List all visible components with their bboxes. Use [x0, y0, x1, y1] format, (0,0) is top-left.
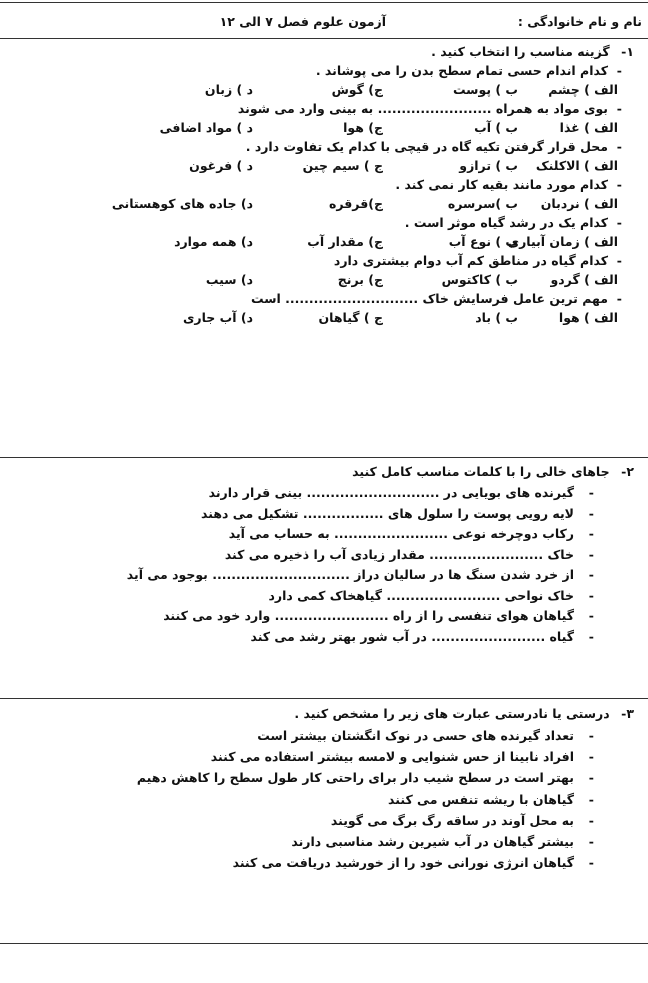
- statement-text: بهتر است در سطح شیب دار برای راحتی کار طول سطح را کاهش دهیم: [136, 770, 574, 786]
- bullet-dash: -: [588, 628, 594, 644]
- option-a[interactable]: الف ) گردو: [550, 272, 618, 287]
- question-text: کدام مورد مانند بقیه کار نمی کند .: [395, 177, 608, 192]
- option-d[interactable]: د) همه موارد: [174, 234, 253, 249]
- blank-item: [0, 504, 648, 525]
- question-options: [0, 118, 648, 137]
- blank-item: [0, 586, 648, 607]
- question-text: کدام اندام حسی تمام سطح بدن را می پوشاند .: [315, 63, 608, 78]
- question-stem: [0, 251, 648, 270]
- option-b[interactable]: ب ) ترازو: [459, 158, 518, 173]
- question-text: کدام گیاه در مناطق کم آب دوام بیشتری دارد: [333, 253, 608, 268]
- bullet-dash: -: [616, 101, 622, 116]
- statement-item: [0, 831, 648, 852]
- blank-item: [0, 606, 648, 627]
- option-c[interactable]: ج) هوا: [343, 120, 383, 135]
- section-number: ۱-: [621, 44, 634, 59]
- section-title-text: گزینه مناسب را انتخاب کنید .: [431, 44, 610, 59]
- question-options: [0, 232, 648, 251]
- question-stem: [0, 99, 648, 118]
- option-b[interactable]: ب ) نوع آب: [448, 234, 518, 249]
- question-stem: [0, 175, 648, 194]
- blank-item: [0, 483, 648, 504]
- statement-item: [0, 852, 648, 873]
- option-b[interactable]: ب ) باد: [475, 310, 518, 325]
- statement-text: گیاهان با ریشه تنفس می کنند: [388, 791, 574, 807]
- question-stem: [0, 289, 648, 308]
- statement-text: گیاهان انرژی نورانی خود را از خورشید دریافت می کنند: [232, 855, 574, 871]
- exam-header: [0, 4, 648, 32]
- section-title-text: جاهای خالی را با کلمات مناسب کامل کنید: [352, 464, 610, 479]
- option-a[interactable]: الف ) نردبان: [540, 196, 618, 211]
- question-text: محل قرار گرفتن تکیه گاه در قیچی با کدام یک تفاوت دارد .: [245, 139, 608, 154]
- bullet-dash: -: [588, 526, 594, 541]
- student-name-label: نام و نام خانوادگی :: [517, 14, 642, 29]
- blank-item-text: گیاهان هوای تنفسی را از راه ........................ وارد خود می کنند: [163, 608, 574, 623]
- question-options: [0, 308, 648, 327]
- bullet-dash: -: [588, 485, 594, 500]
- statement-item: [0, 725, 648, 746]
- question-options: [0, 156, 648, 175]
- bullet-dash: -: [588, 791, 594, 807]
- header-divider: [0, 38, 648, 39]
- section-number: ۲-: [621, 464, 634, 479]
- exam-title: آزمون علوم فصل ۷ الی ۱۲: [219, 14, 386, 29]
- section-multiple-choice: [0, 42, 648, 327]
- bullet-dash: -: [588, 587, 594, 603]
- statement-text: تعداد گیرنده های حسی در نوک انگشتان بیشتر است: [257, 728, 574, 743]
- question-options: [0, 194, 648, 213]
- bullet-dash: -: [588, 855, 594, 871]
- bullet-dash: -: [588, 812, 594, 828]
- statement-item: [0, 810, 648, 831]
- question-stem: [0, 137, 648, 156]
- blank-item: [0, 524, 648, 545]
- option-b[interactable]: ب ) کاکتوس: [441, 272, 518, 287]
- option-d[interactable]: د ) مواد اضافی: [159, 120, 253, 135]
- statement-text: به محل آوند در ساقه رگ برگ می گویند: [330, 812, 574, 828]
- bullet-dash: -: [588, 749, 594, 765]
- blank-item-text: خاک نواحی ........................ گیاهخاک کمی دارد: [268, 587, 574, 603]
- bullet-dash: -: [616, 253, 622, 268]
- question-stem: [0, 61, 648, 80]
- bullet-dash: -: [616, 215, 622, 230]
- option-a[interactable]: الف ) چشم: [548, 82, 618, 97]
- option-b[interactable]: ب ) پوست: [452, 82, 518, 97]
- option-a[interactable]: الف ) زمان آبیاری: [507, 234, 618, 249]
- bottom-border: [0, 943, 648, 944]
- option-b[interactable]: ب )سرسره: [447, 196, 518, 211]
- option-c[interactable]: ج) گوش: [331, 82, 383, 97]
- option-c[interactable]: ج)قرقره: [328, 196, 383, 211]
- statement-item: [0, 789, 648, 810]
- bullet-dash: -: [588, 770, 594, 786]
- question-options: [0, 80, 648, 99]
- statement-text: بیشتر گیاهان در آب شیرین رشد مناسبی دارند: [291, 833, 574, 849]
- option-d[interactable]: د) آب جاری: [182, 310, 253, 325]
- section-title: [0, 42, 648, 61]
- bullet-dash: -: [588, 546, 594, 562]
- option-d[interactable]: د ) زبان: [204, 82, 253, 97]
- option-d[interactable]: د ) فرغون: [189, 158, 253, 173]
- option-c[interactable]: ج) مقدار آب: [307, 234, 383, 249]
- blank-item: [0, 545, 648, 566]
- blank-item-text: لایه رویی پوست را سلول های ................. تشکیل می دهند: [201, 505, 574, 521]
- option-a[interactable]: الف ) هوا: [558, 310, 618, 325]
- option-d[interactable]: د) سیب: [205, 272, 253, 287]
- blank-item-text: رکاب دوچرخه نوعی ........................ به حساب می آید: [228, 526, 574, 541]
- section-title: [0, 461, 648, 483]
- bullet-dash: -: [588, 608, 594, 623]
- bullet-dash: -: [588, 833, 594, 849]
- section-divider: [0, 457, 648, 458]
- statement-item: [0, 746, 648, 767]
- statement-text: افراد نابینا از حس شنوایی و لامسه بیشتر استفاده می کنند: [210, 749, 574, 765]
- statement-item: [0, 767, 648, 788]
- option-c[interactable]: ج ) گیاهان: [318, 310, 383, 325]
- bullet-dash: -: [616, 63, 622, 78]
- option-a[interactable]: الف ) الاکلنک: [535, 158, 618, 173]
- option-a[interactable]: الف ) غذا: [559, 120, 618, 135]
- question-text: بوی مواد به همراه ........................ به بینی وارد می شوند: [237, 101, 608, 116]
- blank-item-text: از خرد شدن سنگ ها در سالیان دراز ............................. بوجود می آید: [126, 567, 574, 582]
- bullet-dash: -: [616, 291, 622, 306]
- question-text: مهم ترین عامل فرسایش خاک ............................ است: [250, 291, 608, 306]
- blank-item-text: گیاه ........................ در آب شور بهتر رشد می کند: [250, 628, 574, 644]
- bullet-dash: -: [616, 139, 622, 154]
- question-stem: [0, 213, 648, 232]
- top-border: [0, 2, 648, 3]
- section-title: [0, 703, 648, 725]
- blank-item: [0, 627, 648, 648]
- bullet-dash: -: [616, 177, 622, 192]
- blank-item: [0, 565, 648, 586]
- blank-item-text: خاک ........................ مقدار زیادی آب را ذخیره می کند: [224, 546, 574, 562]
- section-title-text: درستی یا نادرستی عبارت های زیر را مشخص کنید .: [294, 706, 610, 721]
- section-fill-in-blanks: [0, 461, 648, 647]
- blank-item-text: گیرنده های بویایی در ............................ بینی قرار دارند: [208, 485, 574, 500]
- question-options: [0, 270, 648, 289]
- section-divider: [0, 698, 648, 699]
- option-d[interactable]: د) جاده های کوهستانی: [111, 196, 253, 211]
- option-c[interactable]: ج) برنج: [337, 272, 383, 287]
- section-true-false: [0, 703, 648, 873]
- option-b[interactable]: ب ) آب: [474, 120, 518, 135]
- option-c[interactable]: ج ) سیم چین: [302, 158, 383, 173]
- bullet-dash: -: [588, 505, 594, 521]
- section-number: ۳-: [621, 706, 634, 721]
- bullet-dash: -: [588, 567, 594, 582]
- question-text: کدام یک در رشد گیاه موثر است .: [404, 215, 608, 230]
- bullet-dash: -: [588, 728, 594, 743]
